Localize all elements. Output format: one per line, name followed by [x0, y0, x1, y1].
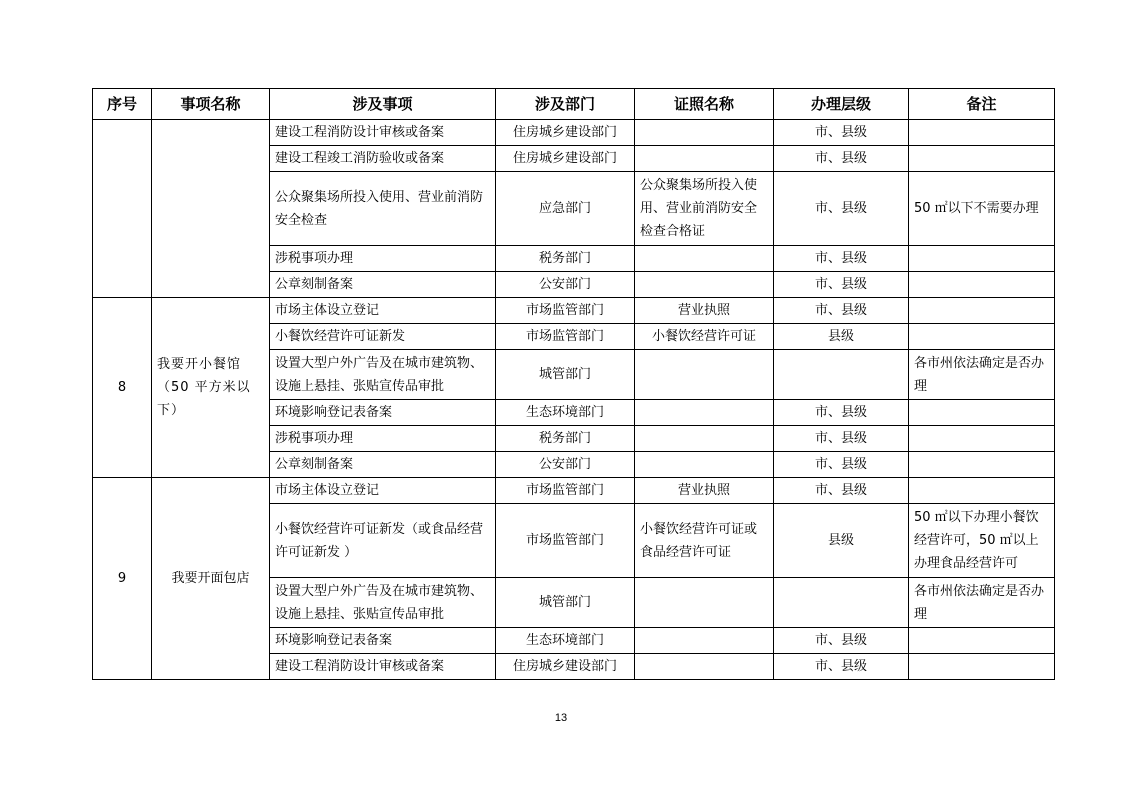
department: 税务部门: [496, 246, 635, 272]
license-name: 公众聚集场所投入使用、营业前消防安全检查合格证: [635, 172, 774, 246]
service-items-table: [92, 88, 1055, 680]
department: 公安部门: [496, 272, 635, 298]
note: [909, 298, 1055, 324]
department: 税务部门: [496, 426, 635, 452]
involved-item: 小餐饮经营许可证新发（或食品经营许可证新发 ）: [270, 504, 496, 578]
handling-level: 市、县级: [774, 478, 909, 504]
note: [909, 246, 1055, 272]
group-name: [152, 120, 270, 298]
note: [909, 324, 1055, 350]
department: 市场监管部门: [496, 324, 635, 350]
table-header-row: [93, 89, 1055, 120]
handling-level: 市、县级: [774, 272, 909, 298]
handling-level: 市、县级: [774, 298, 909, 324]
group-seq: 8: [93, 298, 152, 478]
header-department: 涉及部门: [496, 89, 635, 120]
note: 各市州依法确定是否办理: [909, 578, 1055, 628]
involved-item: 环境影响登记表备案: [270, 628, 496, 654]
note: 50 ㎡以下办理小餐饮经营许可，50 ㎡以上办理食品经营许可: [909, 504, 1055, 578]
page-number: 13: [554, 712, 568, 724]
license-name: [635, 578, 774, 628]
involved-item: 市场主体设立登记: [270, 478, 496, 504]
note: [909, 654, 1055, 680]
note: [909, 452, 1055, 478]
note: [909, 426, 1055, 452]
department: 市场监管部门: [496, 298, 635, 324]
header-seq: 序号: [93, 89, 152, 120]
department: 住房城乡建设部门: [496, 146, 635, 172]
department: 生态环境部门: [496, 628, 635, 654]
involved-item: 建设工程消防设计审核或备案: [270, 654, 496, 680]
department: 城管部门: [496, 578, 635, 628]
note: [909, 146, 1055, 172]
license-name: [635, 628, 774, 654]
license-name: [635, 246, 774, 272]
involved-item: 建设工程竣工消防验收或备案: [270, 146, 496, 172]
handling-level: 市、县级: [774, 628, 909, 654]
table-row: [93, 298, 1055, 324]
involved-item: 公众聚集场所投入使用、营业前消防安全检查: [270, 172, 496, 246]
department: 市场监管部门: [496, 478, 635, 504]
license-name: [635, 452, 774, 478]
note: [909, 478, 1055, 504]
involved-item: 设置大型户外广告及在城市建筑物、设施上悬挂、张贴宣传品审批: [270, 578, 496, 628]
table-row: [93, 478, 1055, 504]
license-name: [635, 654, 774, 680]
involved-item: 小餐饮经营许可证新发: [270, 324, 496, 350]
license-name: [635, 400, 774, 426]
handling-level: 市、县级: [774, 452, 909, 478]
department: 应急部门: [496, 172, 635, 246]
involved-item: 建设工程消防设计审核或备案: [270, 120, 496, 146]
involved-item: 涉税事项办理: [270, 426, 496, 452]
handling-level: 市、县级: [774, 654, 909, 680]
handling-level: [774, 578, 909, 628]
header-note: 备注: [909, 89, 1055, 120]
header-level: 办理层级: [774, 89, 909, 120]
handling-level: [774, 350, 909, 400]
license-name: [635, 350, 774, 400]
license-name: [635, 272, 774, 298]
handling-level: 市、县级: [774, 120, 909, 146]
department: 生态环境部门: [496, 400, 635, 426]
involved-item: 公章刻制备案: [270, 272, 496, 298]
note: 50 ㎡以下不需要办理: [909, 172, 1055, 246]
license-name: [635, 146, 774, 172]
involved-item: 设置大型户外广告及在城市建筑物、设施上悬挂、张贴宣传品审批: [270, 350, 496, 400]
header-license: 证照名称: [635, 89, 774, 120]
department: 市场监管部门: [496, 504, 635, 578]
group-seq: 9: [93, 478, 152, 680]
handling-level: 市、县级: [774, 400, 909, 426]
group-seq: [93, 120, 152, 298]
license-name: 小餐饮经营许可证或食品经营许可证: [635, 504, 774, 578]
handling-level: 市、县级: [774, 146, 909, 172]
involved-item: 公章刻制备案: [270, 452, 496, 478]
note: [909, 628, 1055, 654]
license-name: 营业执照: [635, 478, 774, 504]
department: 城管部门: [496, 350, 635, 400]
table-row: [93, 120, 1055, 146]
handling-level: 县级: [774, 504, 909, 578]
department: 住房城乡建设部门: [496, 120, 635, 146]
department: 住房城乡建设部门: [496, 654, 635, 680]
license-name: [635, 120, 774, 146]
license-name: 小餐饮经营许可证: [635, 324, 774, 350]
group-name: 我要开面包店: [152, 478, 270, 680]
header-item-name: 事项名称: [152, 89, 270, 120]
note: 各市州依法确定是否办理: [909, 350, 1055, 400]
involved-item: 涉税事项办理: [270, 246, 496, 272]
license-name: [635, 426, 774, 452]
note: [909, 272, 1055, 298]
handling-level: 县级: [774, 324, 909, 350]
handling-level: 市、县级: [774, 426, 909, 452]
handling-level: 市、县级: [774, 246, 909, 272]
involved-item: 市场主体设立登记: [270, 298, 496, 324]
note: [909, 400, 1055, 426]
handling-level: 市、县级: [774, 172, 909, 246]
license-name: 营业执照: [635, 298, 774, 324]
involved-item: 环境影响登记表备案: [270, 400, 496, 426]
header-involved-item: 涉及事项: [270, 89, 496, 120]
note: [909, 120, 1055, 146]
group-name: 我要开小餐馆（50 平方米以下）: [152, 298, 270, 478]
department: 公安部门: [496, 452, 635, 478]
